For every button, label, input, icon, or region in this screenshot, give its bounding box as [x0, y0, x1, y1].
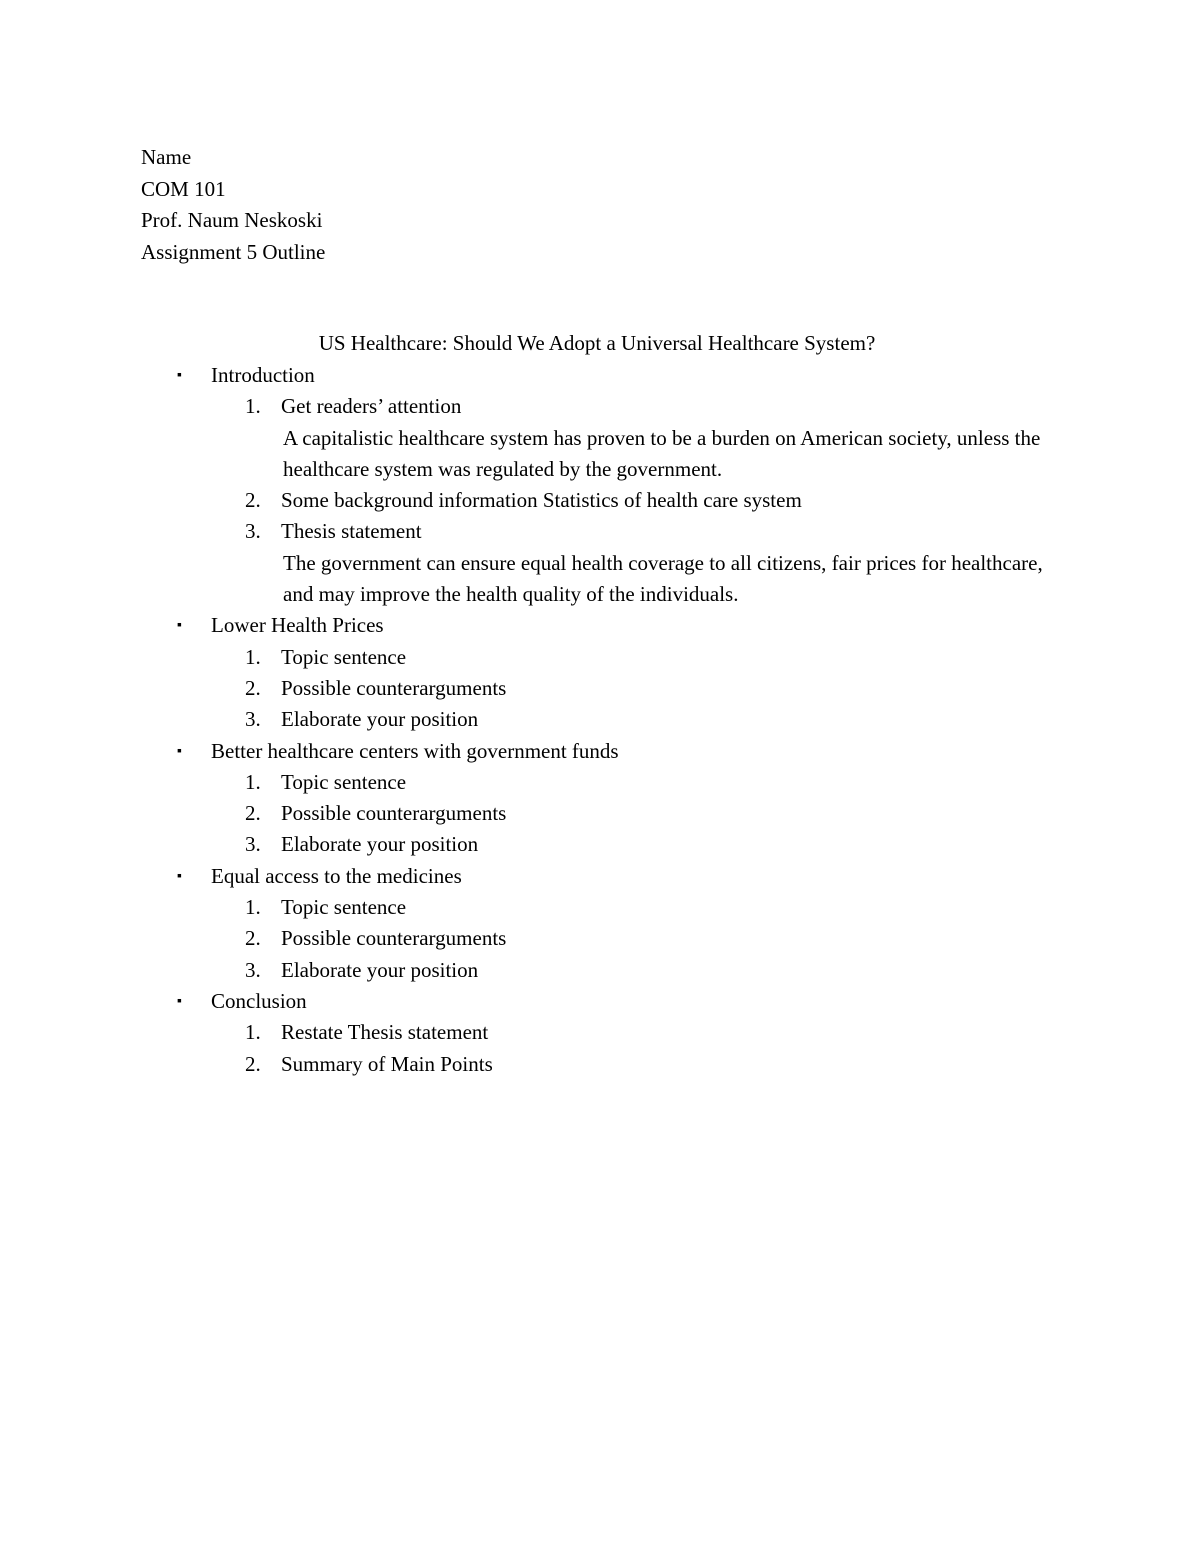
item-text: Elaborate your position: [281, 832, 479, 857]
outline-item: [141, 485, 1041, 516]
item-number: 1.: [245, 895, 261, 920]
item-number: 2.: [245, 488, 261, 513]
item-number: 3.: [245, 707, 261, 732]
item-text: Possible counterarguments: [281, 926, 507, 951]
outline-item: [141, 798, 1041, 829]
outline-section: [141, 986, 1041, 1017]
item-text: Thesis statement: [281, 519, 422, 544]
outline-list: [141, 360, 1041, 1080]
student-name: Name: [141, 145, 192, 169]
item-number: 3.: [245, 519, 261, 544]
outline-item: [141, 892, 1041, 923]
outline-item: [141, 704, 1041, 735]
item-text: Some background information Statistics of health care system: [281, 488, 802, 513]
item-number: 2.: [245, 675, 261, 700]
outline-section: [141, 861, 1041, 892]
outline-item: [141, 516, 1041, 547]
item-number: 1.: [245, 394, 261, 419]
item-number: 3.: [245, 957, 261, 982]
outline-item: [141, 673, 1041, 704]
bullet-icon: ▪: [177, 743, 182, 759]
professor-name: Prof. Naum Neskoski: [141, 208, 323, 232]
item-number: 2.: [245, 926, 261, 951]
section-heading: Introduction: [211, 363, 315, 387]
section-heading: Conclusion: [211, 988, 307, 1013]
bullet-icon: ▪: [177, 868, 182, 884]
outline-item: [141, 923, 1041, 954]
item-text: Elaborate your position: [281, 707, 479, 732]
outline-item: [141, 767, 1041, 798]
header-block: [141, 142, 325, 268]
item-text: Topic sentence: [281, 769, 407, 794]
item-number: 2.: [245, 801, 261, 826]
item-text: Topic sentence: [281, 644, 407, 669]
bullet-icon: ▪: [177, 618, 182, 634]
section-heading: Equal access to the medicines: [211, 863, 462, 888]
item-number: 1.: [245, 1020, 261, 1045]
item-detail: The government can ensure equal health coverage to all citizens, fair prices for healthcare, and may improve the health quality of the individuals.: [283, 550, 1043, 607]
item-text: Restate Thesis statement: [281, 1020, 489, 1045]
item-number: 1.: [245, 769, 261, 794]
item-text: Get readers’ attention: [281, 394, 462, 419]
item-text: Summary of Main Points: [281, 1051, 493, 1076]
item-text: Possible counterarguments: [281, 675, 507, 700]
item-text: Topic sentence: [281, 895, 407, 920]
outline-item: [141, 829, 1041, 860]
item-number: 1.: [245, 644, 261, 669]
outline-item: [141, 955, 1041, 986]
outline-item: [141, 1017, 1041, 1048]
bullet-icon: ▪: [177, 368, 182, 383]
document-title: US Healthcare: Should We Adopt a Universal Healthcare System?: [318, 331, 876, 355]
assignment-title: Assignment 5 Outline: [141, 239, 326, 264]
outline-section: [141, 360, 1041, 391]
bullet-icon: ▪: [177, 993, 182, 1009]
section-heading: Better healthcare centers with government funds: [211, 738, 619, 763]
outline-section: [141, 736, 1041, 767]
outline-item: [141, 391, 1041, 422]
item-number: 3.: [245, 832, 261, 857]
item-detail: A capitalistic healthcare system has proven to be a burden on American society, unless the healthcare system was regulated by the government.: [283, 425, 1041, 481]
item-text: Possible counterarguments: [281, 801, 507, 826]
outline-item: [141, 642, 1041, 673]
item-number: 2.: [245, 1051, 261, 1076]
course-code: COM 101: [141, 176, 226, 201]
outline-item: [141, 1049, 1041, 1080]
outline-section: [141, 610, 1041, 641]
section-heading: Lower Health Prices: [211, 613, 384, 638]
item-text: Elaborate your position: [281, 957, 479, 982]
